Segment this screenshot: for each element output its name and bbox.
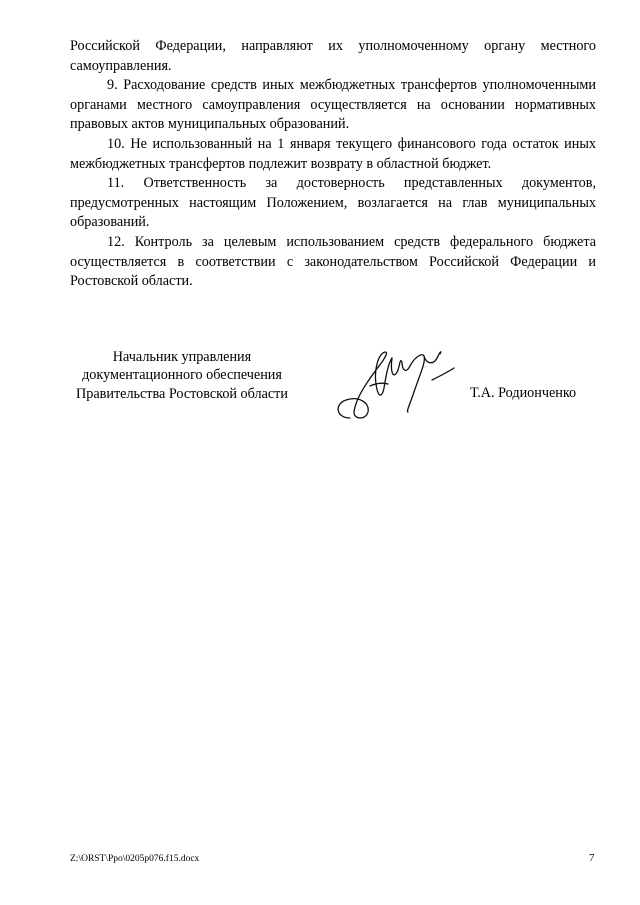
paragraph-item-12: 12. Контроль за целевым использованием средств федерального бюджета осуществляется в соответствии с законодательством Российской Федерации и Ростовской области. bbox=[70, 233, 596, 290]
paragraph-item-11: 11. Ответственность за достоверность представленных документов, предусмотренных настоящим Положением, возлагается на глав муниципальных образований. bbox=[70, 175, 596, 231]
signatory-name: Т.А. Родионченко bbox=[470, 385, 577, 401]
paragraph-item-9: 9. Расходование средств иных межбюджетных трансфертов уполномоченными органами местного самоуправления осуществляется на основании нормативных правовых актов муниципальных образований. bbox=[70, 77, 596, 133]
footer-file-path: Z:\ORST\Ppo\0205p076.f15.docx bbox=[70, 854, 200, 864]
handwritten-signature bbox=[330, 340, 460, 430]
document-body bbox=[70, 37, 596, 292]
signatory-title-line-3: Правительства Ростовской области bbox=[76, 385, 288, 402]
signatory-title-line-2: документационного обеспечения bbox=[82, 367, 282, 384]
paragraph-continuation: Российской Федерации, направляют их уполномоченному органу местного самоуправления. bbox=[70, 38, 596, 74]
signatory-title bbox=[64, 348, 300, 403]
paragraph-item-10: 10. Не использованный на 1 января текущего финансового года остаток иных межбюджетных трансфертов подлежит возврату в областной бюджет. bbox=[70, 135, 596, 172]
page-number: 7 bbox=[589, 852, 595, 864]
signatory-title-line-1: Начальник управления bbox=[112, 349, 252, 365]
